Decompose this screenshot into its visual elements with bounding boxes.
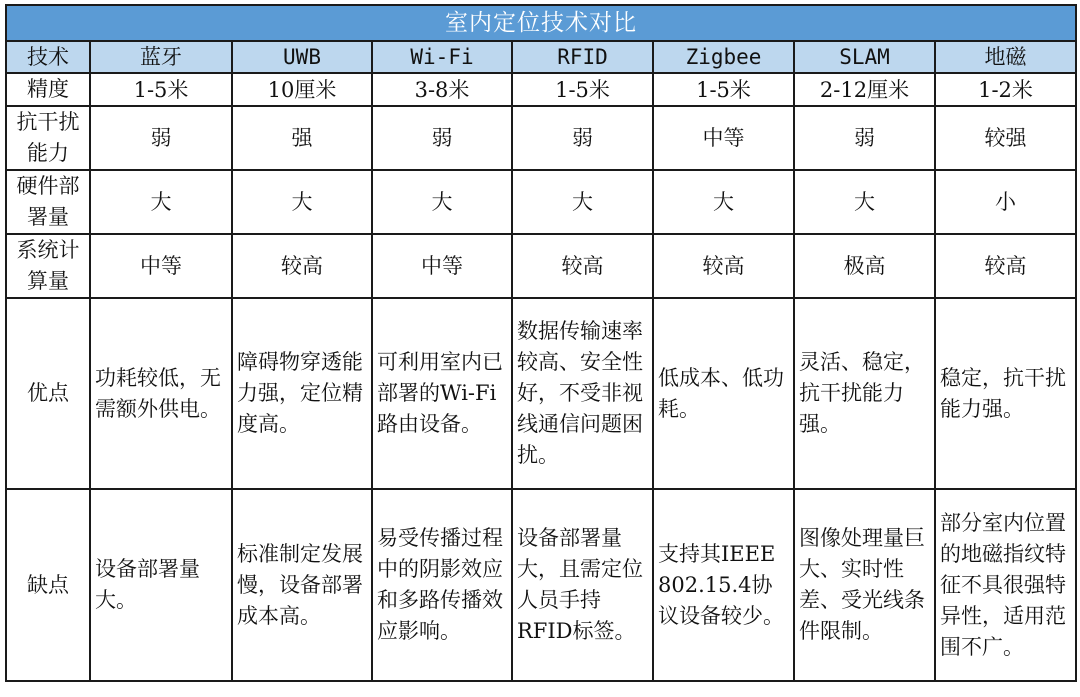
comparison-table-container (5, 4, 1077, 682)
header-bluetooth: 蓝牙 (90, 41, 232, 73)
title-row (6, 5, 1076, 41)
header-label: 技术 (6, 41, 90, 73)
table-cell: 弱 (372, 106, 512, 170)
header-slam: SLAM (794, 41, 935, 73)
table-cell: 2-12厘米 (794, 73, 935, 106)
table-cell: 大 (372, 170, 512, 234)
comparison-table (5, 4, 1077, 682)
table-cell: 稳定，抗干扰能力强。 (935, 298, 1076, 489)
table-cell: 中等 (653, 106, 794, 170)
table-row (6, 106, 1076, 170)
table-cell: 数据传输速率较高、安全性好，不受非视线通信问题困扰。 (512, 298, 653, 489)
header-row (6, 41, 1076, 73)
table-cell: 大 (653, 170, 794, 234)
header-zigbee: Zigbee (653, 41, 794, 73)
table-cell: 支持其IEEE 802.15.4协议设备较少。 (653, 489, 794, 681)
table-cell: 较强 (935, 106, 1076, 170)
table-cell: 设备部署量大，且需定位人员手持RFID标签。 (512, 489, 653, 681)
table-cell: 弱 (90, 106, 232, 170)
table-cell: 10厘米 (232, 73, 372, 106)
table-cell: 较高 (935, 234, 1076, 298)
table-row (6, 489, 1076, 681)
table-cell: 较高 (653, 234, 794, 298)
table-cell: 设备部署量大。 (90, 489, 232, 681)
header-wifi: Wi-Fi (372, 41, 512, 73)
table-cell: 大 (90, 170, 232, 234)
table-cell: 1-5米 (653, 73, 794, 106)
table-cell: 标准制定发展慢，设备部署成本高。 (232, 489, 372, 681)
table-cell: 低成本、低功耗。 (653, 298, 794, 489)
table-cell: 较高 (512, 234, 653, 298)
table-cell: 中等 (372, 234, 512, 298)
row-label-disadvantages: 缺点 (6, 489, 90, 681)
table-cell: 较高 (232, 234, 372, 298)
table-cell: 灵活、稳定，抗干扰能力强。 (794, 298, 935, 489)
table-cell: 图像处理量巨大、实时性差、受光线条件限制。 (794, 489, 935, 681)
table-cell: 大 (794, 170, 935, 234)
table-cell: 大 (512, 170, 653, 234)
table-row (6, 298, 1076, 489)
table-cell: 极高 (794, 234, 935, 298)
table-cell: 大 (232, 170, 372, 234)
table-cell: 功耗较低，无需额外供电。 (90, 298, 232, 489)
table-cell: 部分室内位置的地磁指纹特征不具很强特异性，适用范围不广。 (935, 489, 1076, 681)
table-cell: 1-5米 (90, 73, 232, 106)
row-label-anti-interference: 抗干扰能力 (6, 106, 90, 170)
row-label-computation: 系统计算量 (6, 234, 90, 298)
table-cell: 障碍物穿透能力强，定位精度高。 (232, 298, 372, 489)
table-cell: 3-8米 (372, 73, 512, 106)
table-cell: 强 (232, 106, 372, 170)
header-uwb: UWB (232, 41, 372, 73)
table-row (6, 234, 1076, 298)
table-cell: 1-5米 (512, 73, 653, 106)
header-rfid: RFID (512, 41, 653, 73)
table-row (6, 73, 1076, 106)
table-title: 室内定位技术对比 (6, 5, 1076, 41)
table-cell: 可利用室内已部署的Wi-Fi路由设备。 (372, 298, 512, 489)
table-cell: 弱 (794, 106, 935, 170)
header-geomagnetic: 地磁 (935, 41, 1076, 73)
table-cell: 中等 (90, 234, 232, 298)
row-label-accuracy: 精度 (6, 73, 90, 106)
table-row (6, 170, 1076, 234)
row-label-hardware: 硬件部署量 (6, 170, 90, 234)
table-cell: 弱 (512, 106, 653, 170)
row-label-advantages: 优点 (6, 298, 90, 489)
table-cell: 小 (935, 170, 1076, 234)
table-cell: 易受传播过程中的阴影效应和多路传播效应影响。 (372, 489, 512, 681)
table-cell: 1-2米 (935, 73, 1076, 106)
